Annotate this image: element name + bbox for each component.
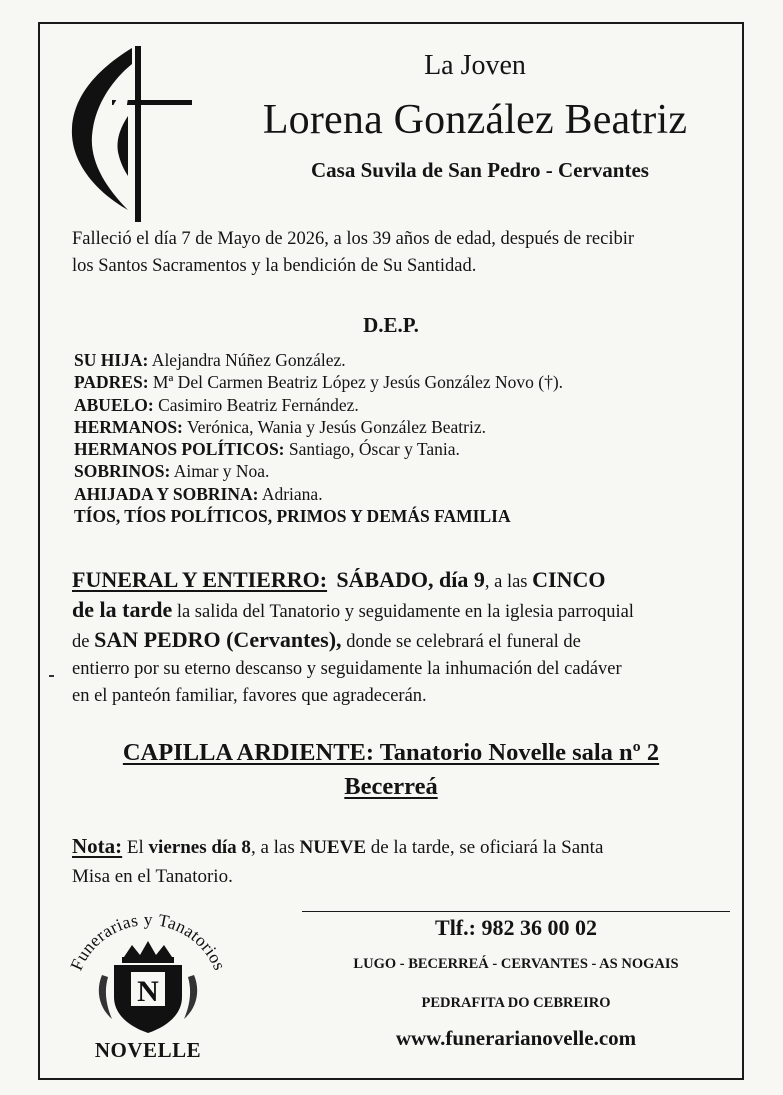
family-label: PADRES: [74, 372, 149, 393]
family-label: TÍOS, TÍOS POLÍTICOS, PRIMOS Y DEMÁS FAMILIA [74, 506, 511, 527]
family-row [74, 438, 563, 460]
novelle-logo [62, 905, 234, 1040]
family-label: AHIJADA Y SOBRINA: [74, 483, 259, 504]
family-value: Aimar y Noa. [170, 461, 270, 482]
capilla-line-1: CAPILLA ARDIENTE: Tanatorio Novelle sala nº 2 [122, 739, 660, 766]
funeral-line-4: entierro por su eterno descanso y seguidamente la inhumación del cadáver [72, 659, 622, 679]
nota-text: El [122, 837, 149, 858]
funeral-line-1 [72, 566, 634, 596]
website-link[interactable]: www.funerarianovelle.com [395, 1026, 637, 1050]
family-label: SU HIJA: [74, 350, 149, 370]
family-value: Mª Del Carmen Beatriz López y Jesús González Novo (†). [148, 372, 564, 393]
funeral-line-3-pre: de [72, 632, 95, 652]
nota-text: de la tarde, se oficiará la Santa [366, 837, 604, 858]
family-value: Adriana. [258, 483, 323, 504]
deceased-name: Lorena González Beatriz [262, 97, 688, 143]
funeral-line-3-rest: donde se celebrará el funeral de [341, 632, 581, 652]
funeral-label: FUNERAL Y ENTIERRO: [72, 567, 328, 592]
family-label: HERMANOS POLÍTICOS: [74, 439, 285, 460]
funeral-day: SÁBADO, día 9 [336, 567, 485, 592]
family-label: HERMANOS: [74, 416, 183, 437]
dep-heading: D.E.P. [363, 313, 419, 337]
funeral-line-2 [72, 596, 634, 626]
family-row [74, 505, 563, 527]
family-list [74, 349, 563, 527]
capilla-section [38, 736, 744, 804]
crown-icon [124, 941, 172, 957]
death-notice-line-2: los Santos Sacramentos y la bendición de Su Santidad. [72, 256, 477, 276]
nota-day: viernes día 8 [148, 837, 251, 858]
family-row [74, 416, 563, 438]
family-row [74, 371, 563, 393]
family-value: Verónica, Wania y Jesús González Beatriz. [182, 416, 487, 437]
locations: LUGO - BECERREÁ - CERVANTES - AS NOGAIS [353, 956, 679, 972]
contact-divider [302, 911, 730, 912]
funeral-line-3 [72, 626, 634, 656]
family-value: Santiago, Óscar y Tania. [284, 439, 460, 460]
funeral-time: CINCO [532, 567, 606, 592]
nota-line-2: Misa en el Tanatorio. [72, 866, 233, 887]
family-row [74, 483, 563, 505]
brand-letter: N [137, 975, 159, 1008]
pre-title: La Joven [424, 50, 526, 81]
location-pedrafita: PEDRAFITA DO CEBREIRO [421, 995, 611, 1011]
brand-arc-text: Funerarias y Tanatorios [65, 908, 231, 974]
laurel-right-icon [184, 975, 197, 1019]
laurel-left-icon [99, 975, 112, 1019]
residence-subtitle: Casa Suvila de San Pedro - Cervantes [311, 158, 649, 182]
nota-time: NUEVE [299, 837, 366, 858]
family-row [74, 460, 563, 482]
family-value: Casimiro Beatriz Fernández. [153, 394, 359, 415]
margin-mark [49, 675, 54, 677]
funeral-line-2-rest: la salida del Tanatorio y seguidamente en la iglesia parroquial [172, 602, 634, 622]
brand-name: NOVELLE [94, 1038, 202, 1062]
funeral-section [72, 566, 634, 710]
capilla-line-2: Becerreá [344, 773, 438, 800]
funeral-time-2: de la tarde [72, 597, 173, 622]
family-row [74, 394, 563, 416]
nota-label: Nota: [72, 834, 123, 858]
funeral-line-5: en el panteón familiar, favores que agradecerán. [72, 686, 427, 706]
nota-text: , a las [250, 837, 300, 858]
death-notice-line-1: Falleció el día 7 de Mayo de 2026, a los 39 años de edad, después de recibir [72, 229, 635, 249]
family-label: ABUELO: [74, 394, 154, 415]
funeral-at: , a las [484, 572, 533, 592]
cross-flame-icon [66, 42, 196, 227]
family-row [74, 349, 563, 371]
funeral-church: SAN PEDRO (Cervantes), [94, 627, 342, 652]
nota-line-1 [72, 832, 603, 862]
family-label: SOBRINOS: [74, 461, 171, 482]
family-value: Alejandra Núñez González. [148, 350, 346, 370]
phone-number: Tlf.: 982 36 00 02 [435, 915, 597, 940]
nota-section [72, 832, 603, 891]
